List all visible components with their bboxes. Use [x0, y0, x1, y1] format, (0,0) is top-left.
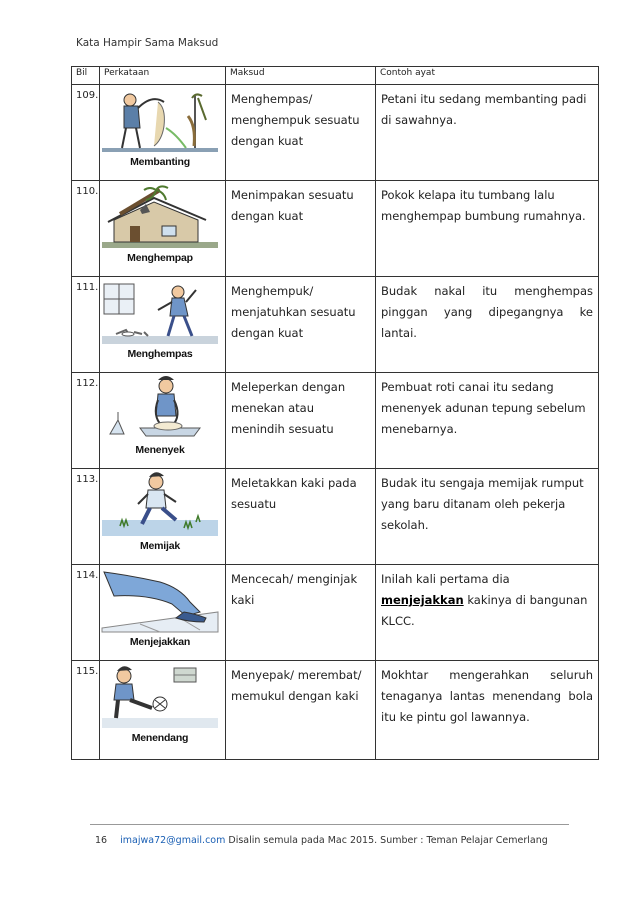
row-number: 114.: [72, 565, 100, 661]
email-link[interactable]: imajwa72@gmail.com: [120, 835, 226, 846]
page-footer: [95, 835, 548, 846]
row-number: 112.: [72, 373, 100, 469]
man-slamming-cloth-icon: [100, 88, 220, 154]
word-label: Memijak: [139, 540, 181, 552]
footer-note: Disalin semula pada Mac 2015. Sumber : Teman Pelajar Cemerlang: [228, 835, 548, 846]
col-header-perkataan: Perkataan: [100, 67, 226, 85]
meaning-cell: Meletakkan kaki pada sesuatu: [226, 469, 376, 565]
meaning-cell: Meleperkan dengan menekan atau menindih sesuatu: [226, 373, 376, 469]
word-label: Menenyek: [135, 444, 185, 456]
page-number: 16: [95, 835, 108, 846]
example-cell: Mokhtar mengerahkan seluruh tenaganya lantas menendang bola itu ke pintu gol lawannya.: [376, 661, 599, 760]
col-header-bil: Bil: [72, 67, 100, 85]
meaning-cell: Menimpakan sesuatu dengan kuat: [226, 181, 376, 277]
vocabulary-table: [71, 66, 599, 760]
example-cell: Budak itu sengaja memijak rumput yang baru ditanam oleh pekerja sekolah.: [376, 469, 599, 565]
page-header: Kata Hampir Sama Maksud: [76, 37, 219, 49]
word-label: Menghempap: [127, 252, 193, 264]
table-row: [72, 85, 599, 181]
table-row: [72, 277, 599, 373]
boy-throwing-plate-icon: [100, 280, 220, 346]
example-cell: [376, 565, 599, 661]
meaning-cell: Menghempuk/ menjatuhkan sesuatu dengan kuat: [226, 277, 376, 373]
table-header-row: [72, 67, 599, 85]
row-number: 115.: [72, 661, 100, 760]
word-label: Membanting: [130, 156, 190, 168]
table-row: [72, 181, 599, 277]
example-cell: Budak nakal itu menghempas pinggan yang dipegangnya ke lantai.: [376, 277, 599, 373]
word-label: Menjejakkan: [129, 636, 191, 648]
row-number: 110.: [72, 181, 100, 277]
meaning-cell: Mencecah/ menginjak kaki: [226, 565, 376, 661]
example-cell: Pokok kelapa itu tumbang lalu menghempap bumbung rumahnya.: [376, 181, 599, 277]
boy-kicking-ball-icon: [100, 664, 220, 730]
word-label: Menendang: [131, 732, 189, 744]
example-text: Inilah kali pertama dia: [381, 572, 510, 586]
col-header-maksud: Maksud: [226, 67, 376, 85]
table-row: [72, 373, 599, 469]
table-row: [72, 469, 599, 565]
meaning-cell: Menyepak/ merembat/ memukul dengan kaki: [226, 661, 376, 760]
row-number: 113.: [72, 469, 100, 565]
tree-on-roof-icon: [100, 184, 220, 250]
col-header-contoh-ayat: Contoh ayat: [376, 67, 599, 85]
example-text: kakinya di bangunan KLCC.: [381, 593, 588, 628]
boy-pressing-dough-icon: [100, 376, 220, 442]
highlighted-word: menjejakkan: [381, 593, 464, 607]
example-cell: Petani itu sedang membanting padi di sawahnya.: [376, 85, 599, 181]
example-cell: Pembuat roti canai itu sedang menenyek adunan tepung sebelum menebarnya.: [376, 373, 599, 469]
row-number: 109.: [72, 85, 100, 181]
table-row: [72, 565, 599, 661]
boy-stepping-grass-icon: [100, 472, 220, 538]
table-row: [72, 661, 599, 760]
word-label: Menghempas: [127, 348, 193, 360]
row-number: 111.: [72, 277, 100, 373]
meaning-cell: Menghempas/ menghempuk sesuatu dengan kuat: [226, 85, 376, 181]
foot-stepping-floor-icon: [100, 568, 220, 634]
footer-divider: [90, 824, 569, 825]
